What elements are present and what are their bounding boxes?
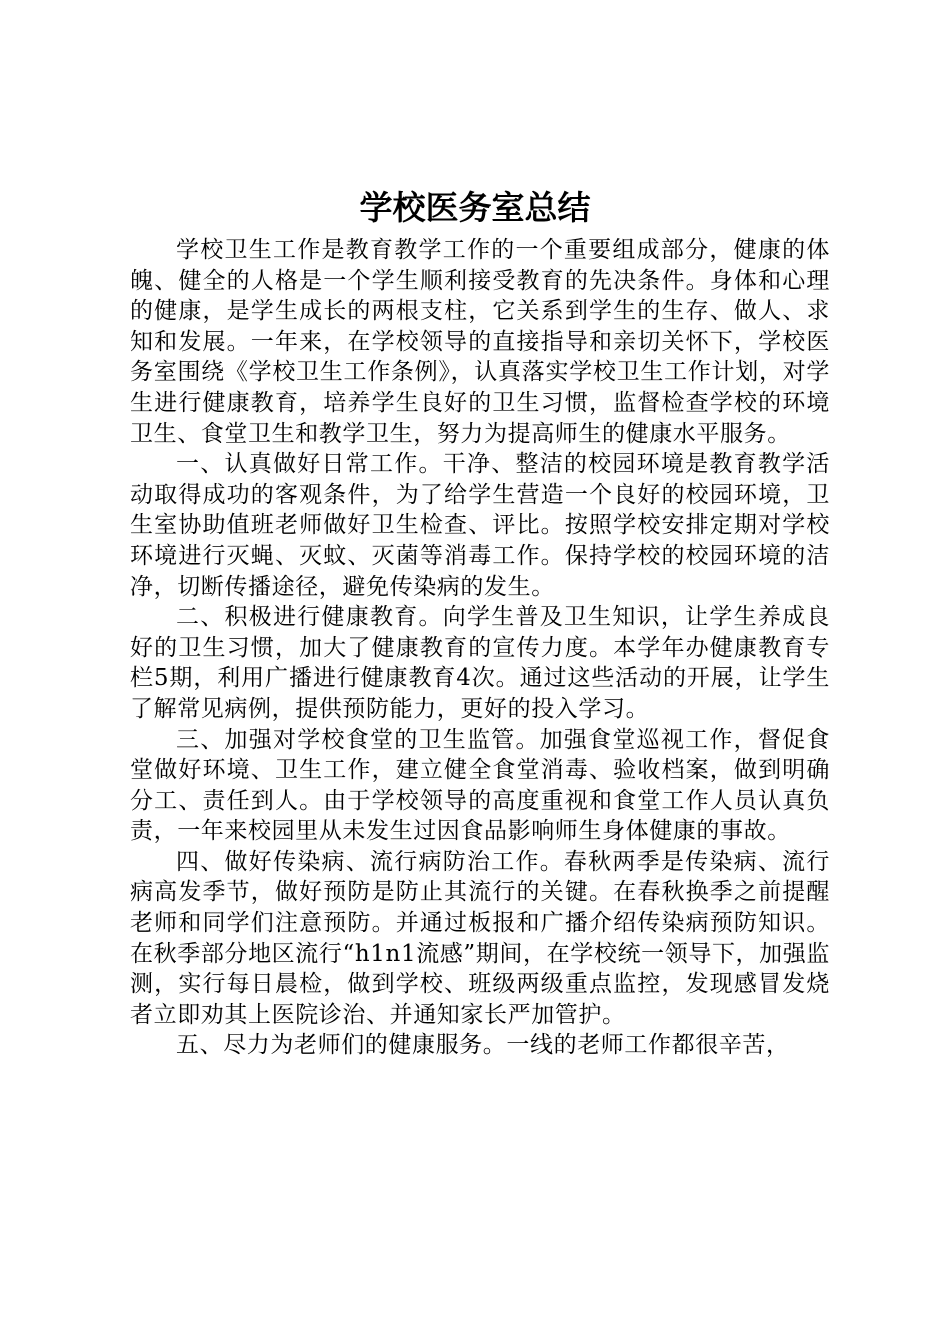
- paragraph-intro: 学校卫生工作是教育教学工作的一个重要组成部分，健康的体魄、健全的人格是一个学生顺利接受教育的先决条件。身体和心理的健康，是学生成长的两根支柱，它关系到学生的生存、做人、求知和发展。一年来，在学校领导的直接指导和亲切关怀下，学校医务室围绕《学校卫生工作条例》，认真落实学校卫生工作计划，对学生进行健康教育，培养学生良好的卫生习惯，监督检查学校的环境卫生、食堂卫生和教学卫生，努力为提高师生的健康水平服务。: [130, 237, 830, 447]
- paragraph-disease-prevention: 四、做好传染病、流行病防治工作。春秋两季是传染病、流行病高发季节，做好预防是防止其流行的关键。在春秋换季之前提醒老师和同学们注意预防。并通过板报和广播介绍传染病预防知识。在秋季部分地区流行“h1n1流感”期间，在学校统一领导下，加强监测，实行每日晨检，做到学校、班级两级重点监控，发现感冒发烧者立即劝其上医院诊治、并通知家长严加管护。: [130, 848, 830, 1028]
- paragraph-canteen-supervision: 三、加强对学校食堂的卫生监管。加强食堂巡视工作，督促食堂做好环境、卫生工作，建立健全食堂消毒、验收档案，做到明确分工、责任到人。由于学校领导的高度重视和食堂工作人员认真负责，一年来校园里从未发生过因食品影响师生身体健康的事故。: [130, 726, 830, 845]
- paragraph-health-education: 二、积极进行健康教育。向学生普及卫生知识，让学生养成良好的卫生习惯，加大了健康教育的宣传力度。本学年办健康教育专栏5期，利用广播进行健康教育4次。通过这些活动的开展，让学生了解常见病例，提供预防能力，更好的投入学习。: [130, 604, 830, 722]
- paragraph-teacher-health: 五、尽力为老师们的健康服务。一线的老师工作都很辛苦，: [176, 1032, 790, 1059]
- paragraph-daily-work: 一、认真做好日常工作。干净、整洁的校园环境是教育教学活动取得成功的客观条件，为了给学生营造一个良好的校园环境，卫生室协助值班老师做好卫生检查、评比。按照学校安排定期对学校环境进行灭蝇、灭蚊、灭菌等消毒工作。保持学校的校园环境的洁净，切断传播途径，避免传染病的发生。: [130, 451, 830, 600]
- document-title: 学校医务室总结: [359, 188, 591, 227]
- document-body: [130, 235, 830, 1061]
